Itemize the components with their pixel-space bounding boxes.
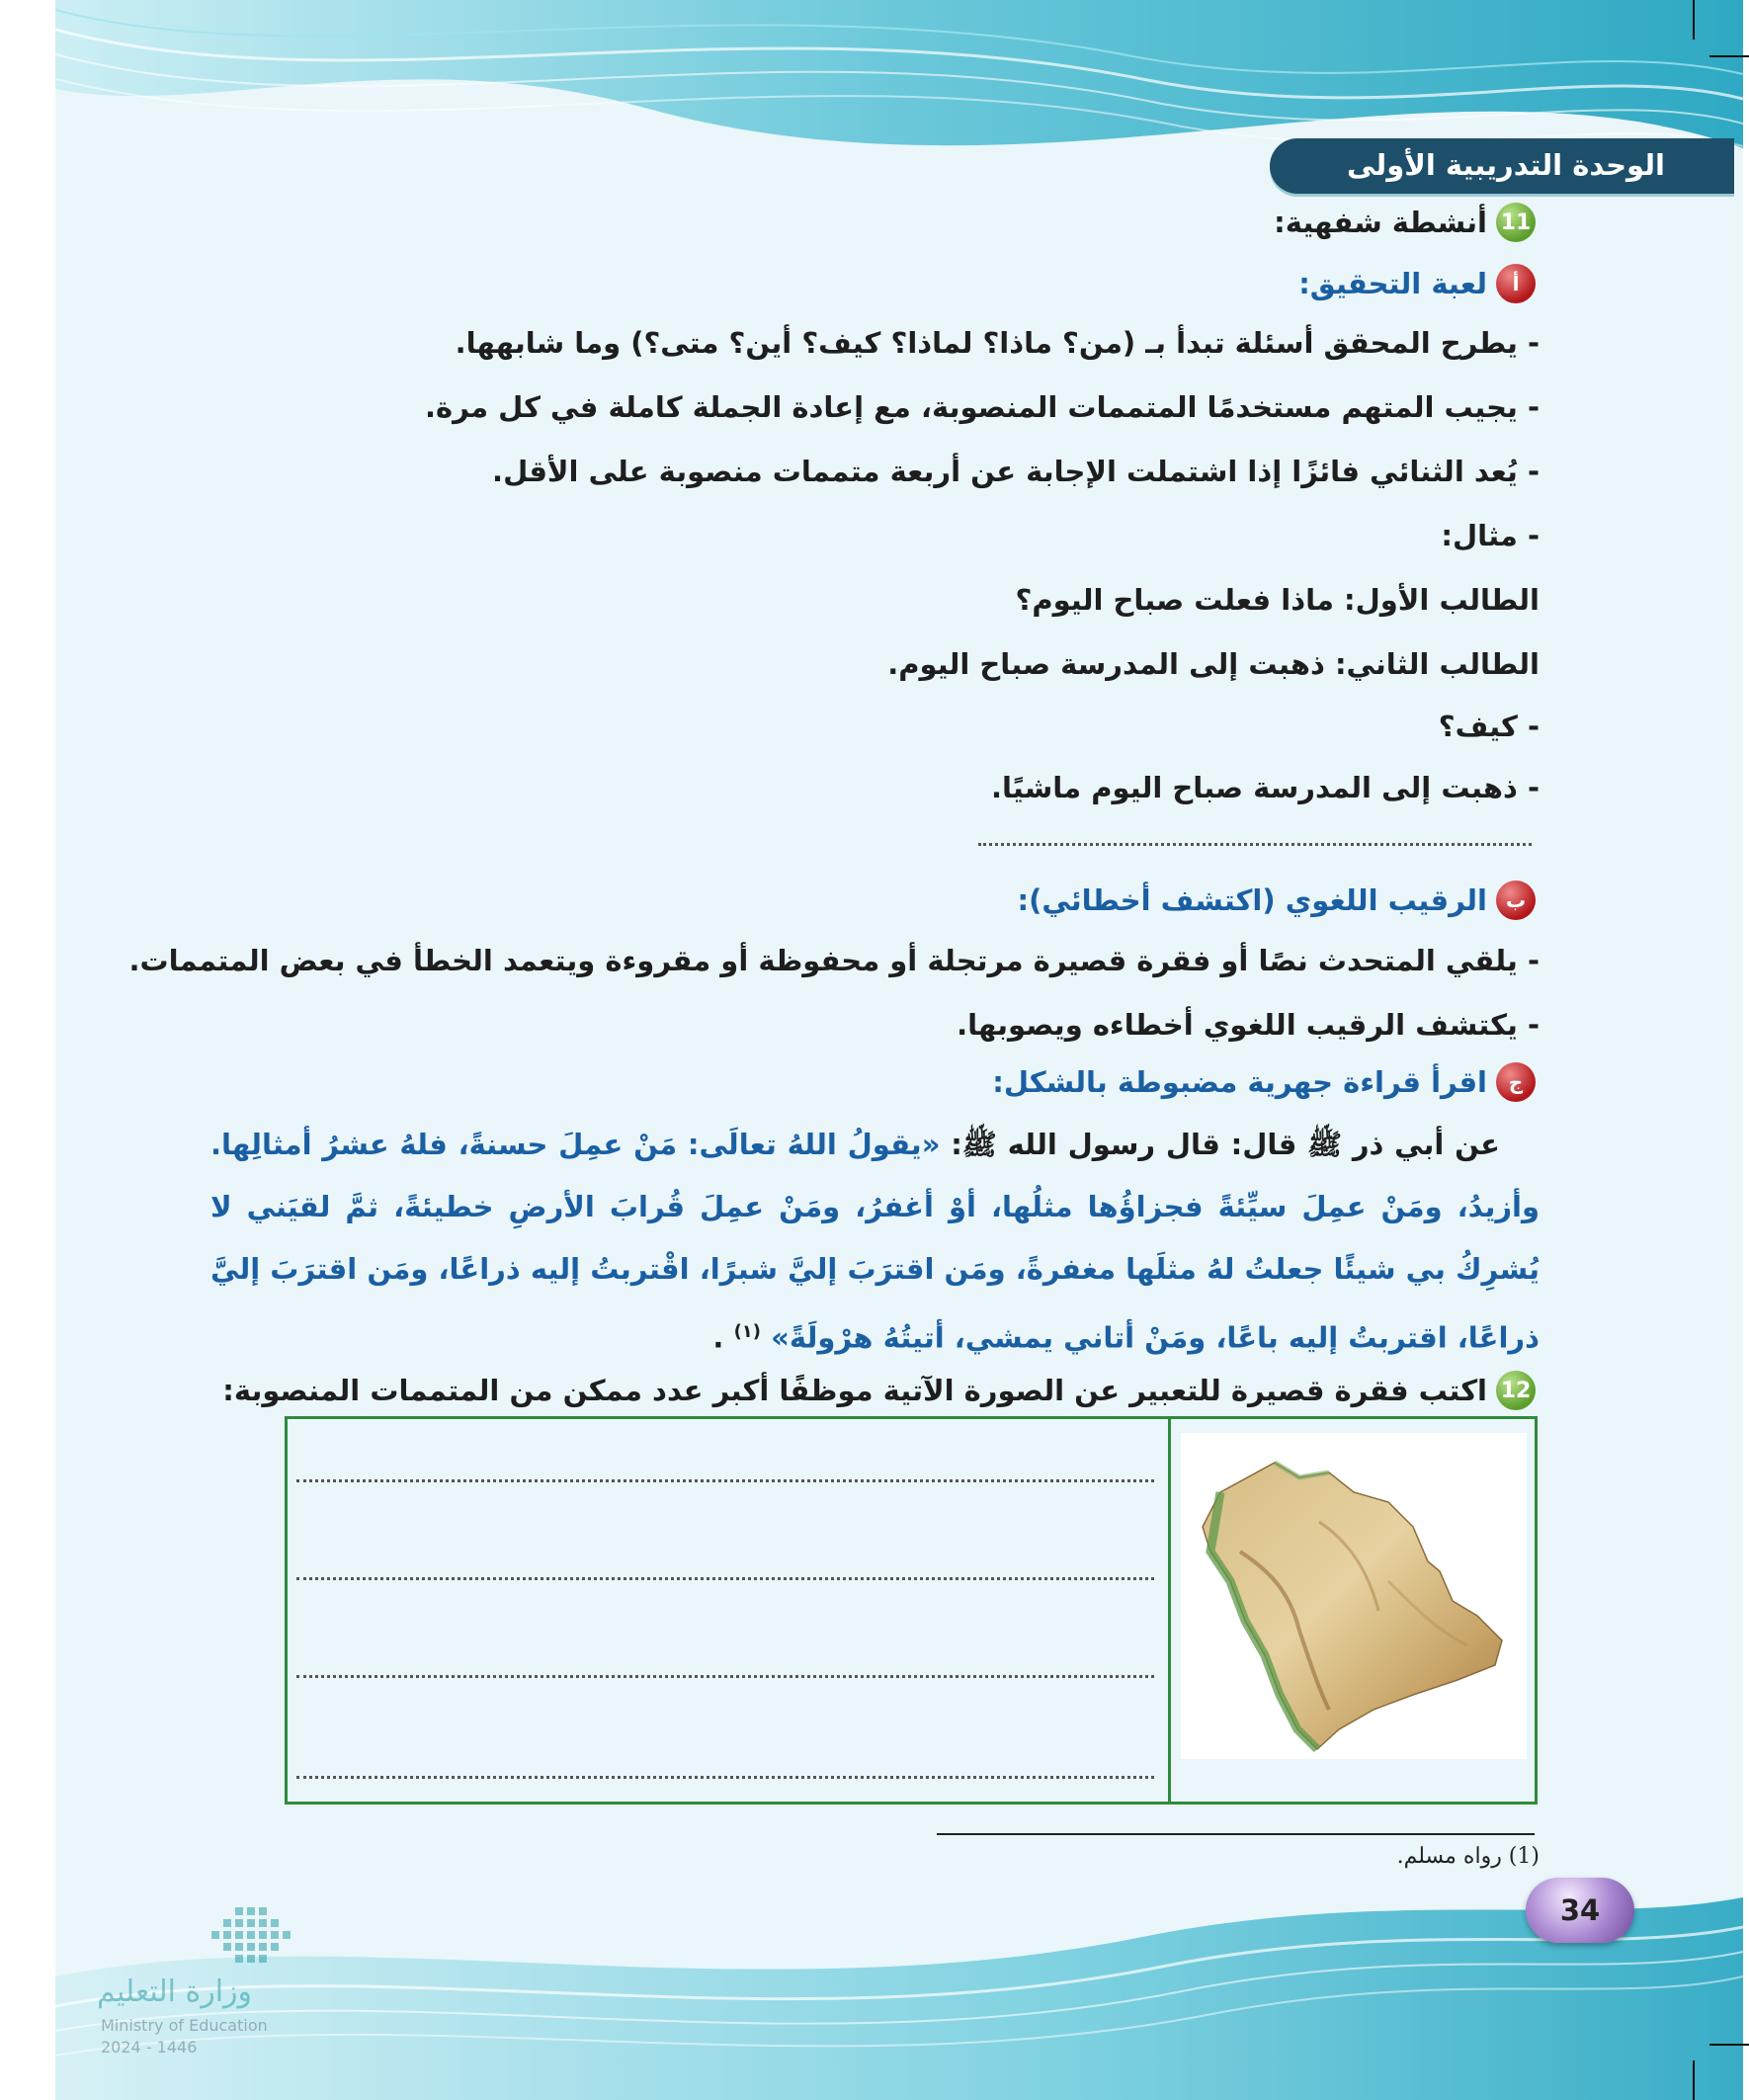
subsection-letter-badge: أ <box>1496 264 1536 303</box>
ministry-year: 2024 - 1446 <box>101 2038 198 2057</box>
crop-mark <box>1693 0 1695 40</box>
page-number-badge <box>1526 1878 1634 1943</box>
section-number-badge: 12 <box>1496 1371 1536 1410</box>
writing-box-divider <box>1168 1416 1171 1805</box>
subsection-title: الرقيب اللغوي (اكتشف أخطائي): <box>1017 883 1487 917</box>
instruction-line: - يُعد الثنائي فائزًا إذا اشتملت الإجابة عن أربعة متممات منصوبة على الأقل. <box>492 455 1540 488</box>
example-line: الطالب الأول: ماذا فعلت صباح اليوم؟ <box>1015 583 1540 617</box>
instruction-line: - يطرح المحقق أسئلة تبدأ بـ (من؟ ماذا؟ لماذا؟ كيف؟ أين؟ متى؟) وما شابهها. <box>455 326 1540 360</box>
subsection-letter-badge: ب <box>1496 881 1536 920</box>
hadith-narration-intro: عن أبي ذر ﷺ قال: قال رسول الله ﷺ: <box>951 1128 1500 1161</box>
instruction-line: - مثال: <box>1441 519 1540 552</box>
dotted-separator <box>978 843 1532 846</box>
example-line: - كيف؟ <box>1438 710 1540 743</box>
subsection-letter-badge: ج <box>1496 1062 1536 1102</box>
crop-mark <box>1693 2060 1695 2100</box>
writing-line[interactable] <box>296 1675 1154 1678</box>
section-title: اكتب فقرة قصيرة للتعبير عن الصورة الآتية موظفًا أكبر عدد ممكن من المتممات المنصوبة: <box>222 1374 1487 1407</box>
unit-title: الوحدة التدريبية الأولى <box>1346 148 1665 182</box>
example-line: - ذهبت إلى المدرسة صباح اليوم ماشيًا. <box>991 771 1540 804</box>
hadith-end: . <box>712 1320 724 1355</box>
crop-mark <box>1709 2044 1749 2046</box>
instruction-line: - يكتشف الرقيب اللغوي أخطاءه ويصوبها. <box>957 1008 1540 1042</box>
writing-line[interactable] <box>296 1479 1154 1482</box>
hadith-text: «يقولُ اللهُ تعالَى: مَنْ عمِلَ حسنةً، فلهُ عشرُ أمثالِها. وأزيدُ، ومَنْ عمِلَ سيِّئةً فجزاؤُها مثلُها، أوْ أغفرُ، ومَنْ عمِلَ قُرابَ الأرضِ خطيئةً، ثمَّ لقيَني لا يُشرِكُ بي شيئًا جعلتُ لهُ مثلَها مغفرةً، ومَن اقترَبَ إليَّ شبرًا، اقْتربتُ إليه ذراعًا، ومَن اقترَبَ إليَّ ذراعًا، اقتربتُ إليه باعًا، ومَنْ أتاني يمشي، أتيتُهُ هرْولَةً» <box>210 1128 1540 1355</box>
page-number: 34 <box>1559 1893 1601 1927</box>
writing-line[interactable] <box>296 1776 1154 1779</box>
subsection-title: لعبة التحقيق: <box>1298 267 1487 300</box>
saudi-arabia-map-image <box>1181 1433 1527 1759</box>
footnote-rule <box>937 1833 1535 1835</box>
footnote-reference: (١) <box>733 1321 762 1342</box>
instruction-line: - يجيب المتهم مستخدمًا المتممات المنصوبة، مع إعادة الجملة كاملة في كل مرة. <box>424 390 1540 424</box>
ministry-name-arabic: وزارة التعليم <box>97 1974 253 2009</box>
section-title: أنشطة شفهية: <box>1274 206 1487 239</box>
subsection-title: اقرأ قراءة جهرية مضبوطة بالشكل: <box>992 1065 1487 1099</box>
unit-header <box>1270 138 1734 194</box>
section-number-badge: 11 <box>1496 203 1536 242</box>
footnote: (1) رواه مسلم. <box>1396 1844 1540 1869</box>
hadith-paragraph <box>210 1114 1540 1370</box>
decorative-waves-top <box>55 0 1743 237</box>
crop-mark <box>1709 55 1749 57</box>
instruction-line: - يلقي المتحدث نصًا أو فقرة قصيرة مرتجلة أو محفوظة أو مقروءة ويتعمد الخطأ في بعض المتممات. <box>128 944 1540 977</box>
ministry-name-english: Ministry of Education <box>101 2016 268 2035</box>
writing-line[interactable] <box>296 1577 1154 1580</box>
ministry-watermark <box>87 1897 324 2065</box>
ministry-logo-icon <box>87 1897 324 1976</box>
example-line: الطالب الثاني: ذهبت إلى المدرسة صباح اليوم. <box>887 647 1540 681</box>
